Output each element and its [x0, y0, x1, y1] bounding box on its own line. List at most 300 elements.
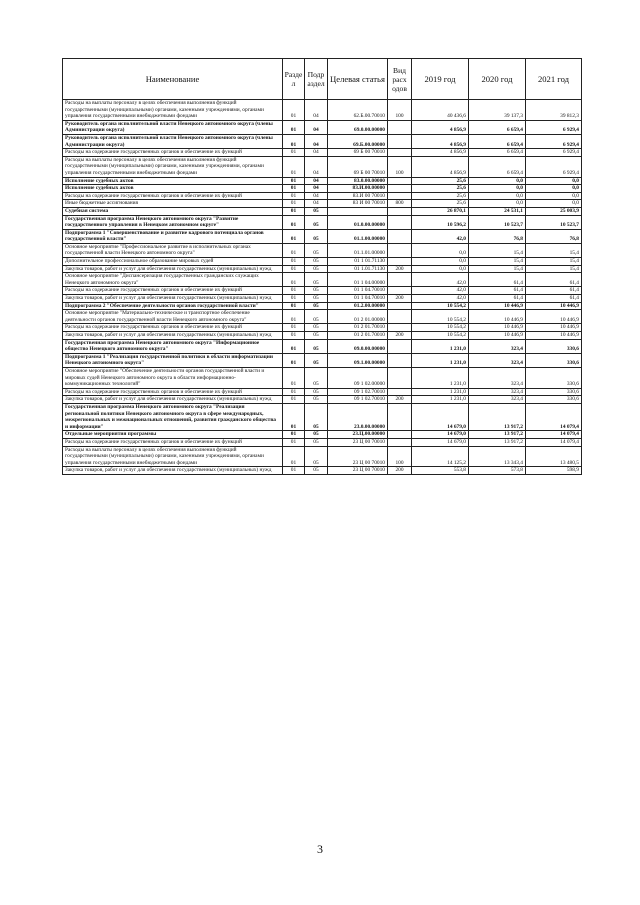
cell-subsection: 04 [305, 100, 328, 121]
cell-2020: 24 531,1 [469, 207, 526, 215]
header-2021: 2021 год [526, 59, 582, 100]
cell-2020: 61,4 [469, 287, 526, 295]
cell-name: Основное мероприятие "Диспансеризация государственных гражданских служащих Ненецкого автономного округа" [63, 273, 283, 287]
cell-2020: 573,8 [469, 467, 526, 475]
table-row [63, 287, 582, 295]
cell-expense-type [388, 149, 412, 157]
cell-subsection: 05 [305, 467, 328, 475]
cell-2020: 6 659,4 [469, 156, 526, 177]
cell-subsection: 04 [305, 149, 328, 157]
cell-2020: 15,4 [469, 265, 526, 273]
cell-expense-type: 100 [388, 156, 412, 177]
cell-2020: 323,4 [469, 388, 526, 396]
cell-subsection: 05 [305, 287, 328, 295]
cell-2019: 0,0 [412, 258, 469, 266]
cell-section: 01 [283, 310, 305, 324]
cell-2019: 42,0 [412, 229, 469, 243]
cell-section: 01 [283, 324, 305, 332]
cell-section: 01 [283, 134, 305, 148]
cell-name: Расходы на содержание государственных органов и обеспечение их функций [63, 324, 283, 332]
cell-target-article: 69.Б.00.00000 [328, 134, 388, 148]
cell-target-article: 23 Ц 00 70010 [328, 438, 388, 446]
cell-2019: 26 870,1 [412, 207, 469, 215]
cell-2019: 42,0 [412, 273, 469, 287]
cell-subsection: 04 [305, 200, 328, 208]
cell-2021: 0,0 [526, 192, 582, 200]
cell-subsection: 05 [305, 207, 328, 215]
cell-section: 01 [283, 200, 305, 208]
cell-section: 01 [283, 192, 305, 200]
cell-2019: 25,6 [412, 185, 469, 193]
cell-name: Подпрограмма 1 "Реализация государственной политики в области информатизации Ненецкого автономного округа" [63, 353, 283, 367]
header-target-article: Целевая статья [328, 59, 388, 100]
cell-target-article: 01 2 01.70010 [328, 332, 388, 340]
cell-2020: 15,4 [469, 243, 526, 257]
cell-subsection: 05 [305, 258, 328, 266]
cell-target-article: 01 1 04.70010 [328, 287, 388, 295]
cell-name: Исполнение судебных актов [63, 185, 283, 193]
cell-2020: 0,0 [469, 200, 526, 208]
cell-2019: 0,0 [412, 265, 469, 273]
header-subsection: Подр аздел [305, 59, 328, 100]
cell-section: 01 [283, 332, 305, 340]
cell-target-article: 01.1.01.00000 [328, 243, 388, 257]
cell-section: 01 [283, 149, 305, 157]
cell-2019: 4 856,9 [412, 149, 469, 157]
table-row [63, 229, 582, 243]
cell-2020: 323,4 [469, 396, 526, 404]
cell-2020: 0,0 [469, 192, 526, 200]
cell-2021: 15,4 [526, 243, 582, 257]
cell-subsection: 05 [305, 302, 328, 310]
cell-expense-type: 200 [388, 396, 412, 404]
cell-2021: 598,9 [526, 467, 582, 475]
cell-2020: 0,0 [469, 185, 526, 193]
table-row [63, 100, 582, 121]
table-row [63, 156, 582, 177]
cell-2019: 1 231,0 [412, 367, 469, 388]
cell-expense-type: 100 [388, 100, 412, 121]
cell-name: Руководитель органа исполнительной власти Ненецкого автономного округа (члены Администрации округа) [63, 134, 283, 148]
cell-2019: 10 554,2 [412, 324, 469, 332]
cell-name: Государственная программа Ненецкого автономного округа "Реализация региональной политики Ненецкого автономного округа в сфере международных, межрегиональных и межнациональных отношений, развития гражданского общества и информации" [63, 403, 283, 430]
cell-target-article: 01.1.00.00000 [328, 229, 388, 243]
cell-2019: 10 554,2 [412, 302, 469, 310]
cell-name: Закупка товаров, работ и услуг для обеспечения государственных (муниципальных) нужд [63, 265, 283, 273]
cell-target-article: 69.0.00.00000 [328, 120, 388, 134]
cell-name: Подпрограмма 2 "Обеспечение деятельности органов государственной власти" [63, 302, 283, 310]
cell-2021: 61,4 [526, 273, 582, 287]
cell-2020: 10 446,9 [469, 302, 526, 310]
cell-target-article: 01 1 04.00000 [328, 273, 388, 287]
cell-2019: 14 679,0 [412, 438, 469, 446]
cell-2019: 4 856,9 [412, 120, 469, 134]
cell-name: Дополнительное профессиональное образование мировых судей [63, 258, 283, 266]
cell-expense-type [388, 120, 412, 134]
cell-2021: 330,6 [526, 339, 582, 353]
cell-2021: 0,0 [526, 200, 582, 208]
cell-2019: 25,6 [412, 177, 469, 185]
cell-target-article: 09 1 02.70010 [328, 388, 388, 396]
cell-2021: 14 079,4 [526, 403, 582, 430]
header-name: Наименование [63, 59, 283, 100]
cell-name: Расходы на выплаты персоналу в целях обеспечения выполнения функций государственными (муниципальными) органами, казенными учреждениями, органами управления государственными внебюджетными фондами [63, 156, 283, 177]
cell-expense-type: 200 [388, 332, 412, 340]
table-row [63, 207, 582, 215]
cell-name: Расходы на содержание государственных органов и обеспечение их функций [63, 438, 283, 446]
cell-2019: 10 596,2 [412, 215, 469, 229]
cell-section: 01 [283, 287, 305, 295]
cell-section: 01 [283, 446, 305, 467]
cell-2021: 6 929,4 [526, 156, 582, 177]
cell-target-article: 23 Ц 00 70010 [328, 446, 388, 467]
cell-2021: 14 079,4 [526, 438, 582, 446]
cell-2019: 42,0 [412, 295, 469, 303]
cell-name: Расходы на выплаты персоналу в целях обеспечения выполнения функций государственными (муниципальными) органами, казенными учреждениями, органами управления государственными внебюджетными фондами [63, 100, 283, 121]
cell-subsection: 04 [305, 120, 328, 134]
table-row [63, 120, 582, 134]
cell-2021: 6 929,4 [526, 120, 582, 134]
table-row [63, 431, 582, 439]
table-row [63, 177, 582, 185]
table-row [63, 258, 582, 266]
cell-2020: 39 137,3 [469, 100, 526, 121]
table-row [63, 273, 582, 287]
table-row [63, 388, 582, 396]
table-row [63, 185, 582, 193]
cell-expense-type [388, 229, 412, 243]
cell-2020: 13 917,2 [469, 438, 526, 446]
cell-2021: 15,4 [526, 265, 582, 273]
cell-target-article: 69 Б 00 70010 [328, 156, 388, 177]
cell-target-article: 09 1 02.00000 [328, 367, 388, 388]
cell-2020: 10 446,9 [469, 310, 526, 324]
cell-target-article: 09.0.00.00000 [328, 339, 388, 353]
table-row [63, 200, 582, 208]
cell-expense-type [388, 403, 412, 430]
table-row [63, 396, 582, 404]
cell-expense-type: 200 [388, 295, 412, 303]
cell-name: Основное мероприятие "Обеспечение деятельности органов государственной власти и мировых судей Ненецкого автономного округа в области информационно-коммуникационных технологий" [63, 367, 283, 388]
cell-2021: 330,6 [526, 396, 582, 404]
cell-2020: 10 523,7 [469, 215, 526, 229]
cell-2019: 25,6 [412, 200, 469, 208]
cell-2019: 10 554,2 [412, 332, 469, 340]
cell-2020: 323,4 [469, 339, 526, 353]
table-row [63, 192, 582, 200]
cell-2020: 323,4 [469, 367, 526, 388]
cell-2019: 25,6 [412, 192, 469, 200]
table-row [63, 215, 582, 229]
cell-section: 01 [283, 243, 305, 257]
cell-expense-type [388, 207, 412, 215]
cell-2020: 13 343,4 [469, 446, 526, 467]
table-row [63, 134, 582, 148]
cell-subsection: 05 [305, 339, 328, 353]
cell-subsection: 05 [305, 332, 328, 340]
cell-expense-type [388, 324, 412, 332]
cell-name: Руководитель органа исполнительной власти Ненецкого автономного округа (члены Администрации округа) [63, 120, 283, 134]
cell-target-article: 01 1 04.70010 [328, 295, 388, 303]
cell-section: 01 [283, 258, 305, 266]
cell-expense-type [388, 339, 412, 353]
table-row [63, 149, 582, 157]
cell-2021: 10 446,9 [526, 310, 582, 324]
cell-target-article: 01 1.01.71130 [328, 265, 388, 273]
cell-target-article: 83.И.00.00000 [328, 185, 388, 193]
cell-2019: 553,8 [412, 467, 469, 475]
cell-subsection: 05 [305, 367, 328, 388]
cell-name: Судебная система [63, 207, 283, 215]
cell-expense-type [388, 177, 412, 185]
cell-subsection: 05 [305, 324, 328, 332]
cell-target-article: 23 Ц 00 70010 [328, 467, 388, 475]
cell-expense-type [388, 192, 412, 200]
cell-expense-type: 200 [388, 467, 412, 475]
cell-expense-type [388, 388, 412, 396]
cell-expense-type [388, 273, 412, 287]
cell-section: 01 [283, 207, 305, 215]
cell-target-article: 01.0.00.00000 [328, 215, 388, 229]
cell-section: 01 [283, 367, 305, 388]
cell-2020: 61,4 [469, 295, 526, 303]
cell-2021: 10 446,9 [526, 324, 582, 332]
cell-section: 01 [283, 438, 305, 446]
cell-expense-type [388, 185, 412, 193]
table-row [63, 438, 582, 446]
cell-2021: 14 079,4 [526, 431, 582, 439]
cell-2019: 14 679,0 [412, 431, 469, 439]
cell-subsection: 05 [305, 403, 328, 430]
cell-subsection: 05 [305, 243, 328, 257]
cell-2020: 10 446,9 [469, 332, 526, 340]
table-row [63, 446, 582, 467]
cell-section: 01 [283, 302, 305, 310]
table-row [63, 265, 582, 273]
cell-subsection: 05 [305, 431, 328, 439]
cell-subsection: 05 [305, 396, 328, 404]
cell-expense-type [388, 302, 412, 310]
cell-2021: 6 929,4 [526, 149, 582, 157]
cell-target-article: 62.Б.00.70010 [328, 100, 388, 121]
cell-section: 01 [283, 353, 305, 367]
budget-table [62, 58, 582, 475]
cell-2021: 15,4 [526, 258, 582, 266]
cell-expense-type: 100 [388, 446, 412, 467]
cell-target-article [328, 207, 388, 215]
cell-target-article: 83 И 00 70010 [328, 200, 388, 208]
cell-expense-type [388, 287, 412, 295]
cell-expense-type [388, 353, 412, 367]
cell-2021: 61,4 [526, 295, 582, 303]
cell-2019: 1 231,0 [412, 396, 469, 404]
cell-subsection: 04 [305, 134, 328, 148]
cell-2021: 10 446,9 [526, 302, 582, 310]
cell-name: Иные бюджетные ассигнования [63, 200, 283, 208]
cell-subsection: 04 [305, 156, 328, 177]
cell-2019: 1 231,0 [412, 388, 469, 396]
cell-subsection: 05 [305, 273, 328, 287]
table-row [63, 332, 582, 340]
cell-subsection: 05 [305, 229, 328, 243]
cell-expense-type [388, 438, 412, 446]
cell-2019: 0,0 [412, 243, 469, 257]
table-row [63, 302, 582, 310]
header-expense-type: Вид расх одов [388, 59, 412, 100]
cell-expense-type [388, 310, 412, 324]
cell-subsection: 05 [305, 310, 328, 324]
cell-name: Расходы на содержание государственных органов и обеспечение их функций [63, 192, 283, 200]
cell-target-article: 83.0.00.00000 [328, 177, 388, 185]
cell-section: 01 [283, 396, 305, 404]
cell-section: 01 [283, 467, 305, 475]
cell-2020: 6 659,4 [469, 120, 526, 134]
cell-2021: 330,6 [526, 388, 582, 396]
page-number: 3 [317, 842, 323, 856]
cell-name: Закупка товаров, работ и услуг для обеспечения государственных (муниципальных) нужд [63, 295, 283, 303]
cell-2019: 42,0 [412, 287, 469, 295]
cell-2019: 4 856,9 [412, 134, 469, 148]
cell-target-article: 69 Б 00 70010 [328, 149, 388, 157]
cell-2020: 76,8 [469, 229, 526, 243]
cell-2020: 13 917,2 [469, 403, 526, 430]
cell-subsection: 04 [305, 185, 328, 193]
cell-2020: 13 917,2 [469, 431, 526, 439]
cell-subsection: 04 [305, 192, 328, 200]
cell-subsection: 04 [305, 177, 328, 185]
cell-section: 01 [283, 177, 305, 185]
table-row [63, 403, 582, 430]
cell-subsection: 05 [305, 295, 328, 303]
cell-subsection: 05 [305, 353, 328, 367]
cell-2019: 4 856,9 [412, 156, 469, 177]
cell-name: Исполнение судебных актов [63, 177, 283, 185]
cell-section: 01 [283, 120, 305, 134]
cell-section: 01 [283, 215, 305, 229]
header-section: Разде л [283, 59, 305, 100]
cell-target-article: 23.Ц.00.00000 [328, 431, 388, 439]
table-row [63, 353, 582, 367]
cell-subsection: 05 [305, 438, 328, 446]
cell-2019: 14 125,2 [412, 446, 469, 467]
cell-name: Основное мероприятие "Профессиональное развитие в исполнительных органах государственной власти Ненецкого автономного округа" [63, 243, 283, 257]
cell-expense-type [388, 258, 412, 266]
cell-name: Подпрограмма 1 "Совершенствование и развитие кадрового потенциала органов государственной власти" [63, 229, 283, 243]
cell-2021: 10 446,9 [526, 332, 582, 340]
cell-name: Государственная программа Ненецкого автономного округа "Информационное общество Ненецкого автономного округа" [63, 339, 283, 353]
table-row [63, 367, 582, 388]
cell-section: 01 [283, 388, 305, 396]
cell-target-article: 09 1 02.70010 [328, 396, 388, 404]
cell-2020: 6 659,4 [469, 149, 526, 157]
table-row [63, 324, 582, 332]
table-row [63, 467, 582, 475]
cell-section: 01 [283, 229, 305, 243]
header-2020: 2020 год [469, 59, 526, 100]
cell-name: Закупка товаров, работ и услуг для обеспечения государственных (муниципальных) нужд [63, 467, 283, 475]
cell-section: 01 [283, 273, 305, 287]
cell-2021: 76,8 [526, 229, 582, 243]
cell-2020: 15,4 [469, 258, 526, 266]
header-2019: 2019 год [412, 59, 469, 100]
cell-2020: 6 659,4 [469, 134, 526, 148]
cell-subsection: 05 [305, 388, 328, 396]
cell-expense-type [388, 431, 412, 439]
cell-2021: 25 003,9 [526, 207, 582, 215]
cell-2021: 6 929,4 [526, 134, 582, 148]
cell-section: 01 [283, 403, 305, 430]
table-row [63, 310, 582, 324]
cell-name: Расходы на выплаты персоналу в целях обеспечения выполнения функций государственными (муниципальными) органами, казенными учреждениями, органами управления государственными внебюджетными фондами [63, 446, 283, 467]
cell-name: Закупка товаров, работ и услуг для обеспечения государственных (муниципальных) нужд [63, 396, 283, 404]
cell-expense-type [388, 243, 412, 257]
cell-target-article: 01 2 01.00000 [328, 310, 388, 324]
cell-section: 01 [283, 185, 305, 193]
cell-2020: 0,0 [469, 177, 526, 185]
cell-name: Государственная программа Ненецкого автономного округа "Развитие государственного управления в Ненецком автономном округе" [63, 215, 283, 229]
cell-section: 01 [283, 295, 305, 303]
cell-2019: 10 554,2 [412, 310, 469, 324]
cell-2020: 323,4 [469, 353, 526, 367]
cell-name: Расходы на содержание государственных органов и обеспечение их функций [63, 287, 283, 295]
cell-name: Расходы на содержание государственных органов и обеспечение их функций [63, 388, 283, 396]
cell-expense-type [388, 134, 412, 148]
cell-2020: 61,4 [469, 273, 526, 287]
cell-target-article: 23.0.00.00000 [328, 403, 388, 430]
cell-section: 01 [283, 265, 305, 273]
cell-2021: 330,6 [526, 367, 582, 388]
cell-target-article: 01 1 01.71130 [328, 258, 388, 266]
cell-section: 01 [283, 100, 305, 121]
cell-2020: 10 446,9 [469, 324, 526, 332]
cell-expense-type: 200 [388, 265, 412, 273]
cell-2021: 39 812,3 [526, 100, 582, 121]
cell-section: 01 [283, 156, 305, 177]
cell-subsection: 05 [305, 446, 328, 467]
cell-target-article: 01 2 01.70010 [328, 324, 388, 332]
cell-2021: 0,0 [526, 177, 582, 185]
cell-target-article: 01.2.00.00000 [328, 302, 388, 310]
cell-2019: 40 436,6 [412, 100, 469, 121]
table-row [63, 339, 582, 353]
cell-2021: 13 480,5 [526, 446, 582, 467]
cell-2019: 1 231,0 [412, 353, 469, 367]
cell-2019: 14 679,0 [412, 403, 469, 430]
cell-name: Закупка товаров, работ и услуг для обеспечения государственных (муниципальных) нужд [63, 332, 283, 340]
cell-name: Расходы на содержание государственных органов и обеспечение их функций [63, 149, 283, 157]
cell-subsection: 05 [305, 215, 328, 229]
table-header-row [63, 59, 582, 100]
cell-section: 01 [283, 431, 305, 439]
cell-name: Основное мероприятие "Материально-техническое и транспортное обеспечение деятельности органов государственной власти Ненецкого автономного округа" [63, 310, 283, 324]
cell-expense-type: 800 [388, 200, 412, 208]
cell-2021: 0,0 [526, 185, 582, 193]
cell-name: Отдельные мероприятия программы [63, 431, 283, 439]
cell-target-article: 09.1.00.00000 [328, 353, 388, 367]
cell-2021: 330,6 [526, 353, 582, 367]
cell-target-article: 83.И 00 70010 [328, 192, 388, 200]
cell-section: 01 [283, 339, 305, 353]
cell-2019: 1 231,0 [412, 339, 469, 353]
cell-subsection: 05 [305, 265, 328, 273]
table-body [63, 100, 582, 475]
table-row [63, 243, 582, 257]
cell-expense-type [388, 215, 412, 229]
cell-2021: 61,4 [526, 287, 582, 295]
cell-expense-type [388, 367, 412, 388]
cell-2021: 10 523,7 [526, 215, 582, 229]
table-row [63, 295, 582, 303]
